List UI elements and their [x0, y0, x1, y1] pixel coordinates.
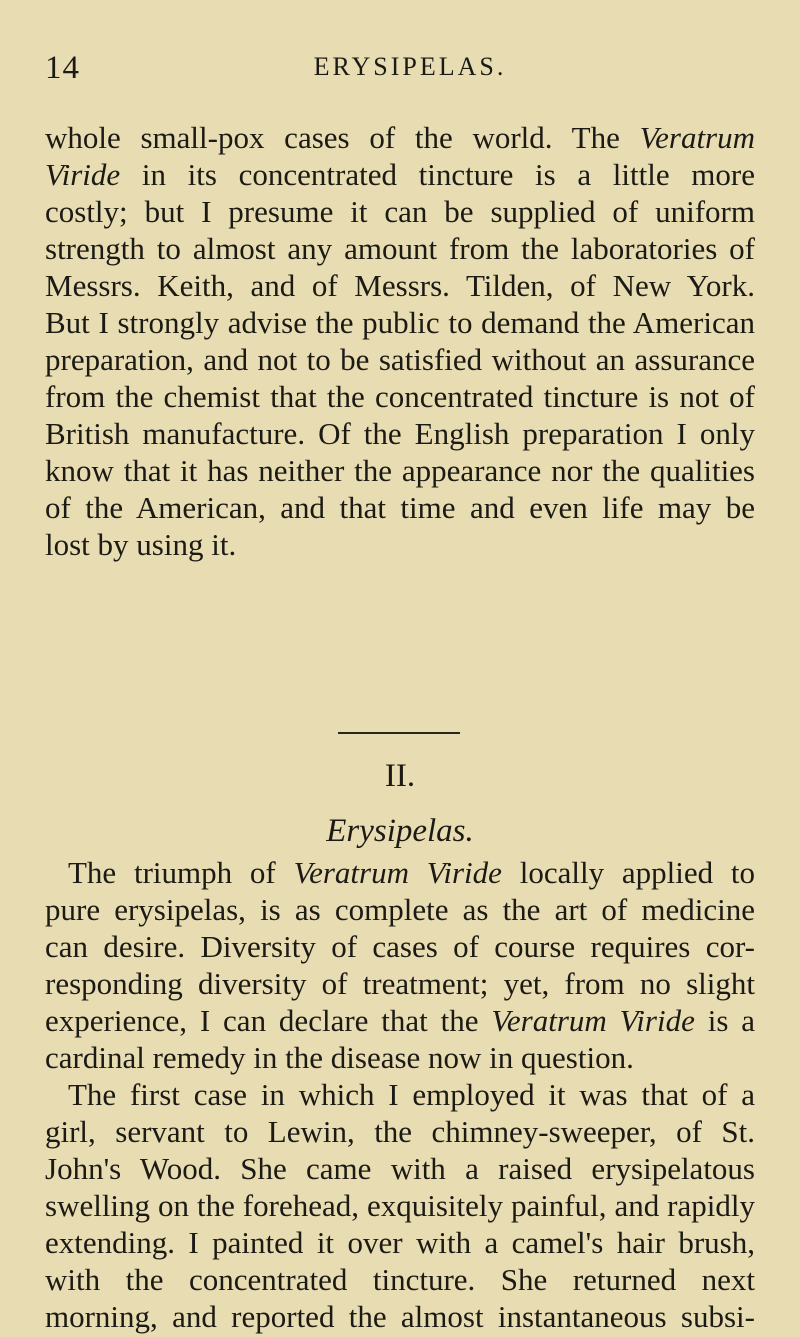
text-line: of the American, and that time and even life may be [45, 490, 755, 525]
text-line: responding diversity of treatment; yet, from no slight [45, 966, 755, 1001]
text-line: extending. I painted it over with a camel's hair brush, [45, 1225, 755, 1260]
text-line: But I strongly advise the public to demand the American [45, 305, 755, 340]
text-line: experience, I can declare that the Veratrum Viride is a [45, 1003, 756, 1038]
text-line: strength to almost any amount from the laboratories of [45, 231, 755, 266]
text-line: morning, and reported the almost instantaneous subsi- [45, 1299, 755, 1334]
page-number: 14 [45, 50, 80, 86]
text-line: preparation, and not to be satisfied without an assurance [45, 342, 755, 377]
text-line: know that it has neither the appearance nor the qualities [45, 453, 755, 488]
running-title: ERYSIPELAS. [313, 52, 507, 81]
section-title: Erysipelas. [326, 813, 474, 849]
section-divider [338, 732, 460, 734]
text-line: The triumph of Veratrum Viride locally applied to [68, 855, 756, 890]
text-line: girl, servant to Lewin, the chimney-sweeper, of St. [45, 1114, 755, 1149]
text-line: can desire. Diversity of cases of course requires cor- [45, 929, 755, 964]
text-line: swelling on the forehead, exquisitely painful, and rapidly [45, 1188, 755, 1223]
text-line: with the concentrated tincture. She returned next [45, 1262, 755, 1297]
text-line: from the chemist that the concentrated tincture is not of [45, 379, 755, 414]
text-line: costly; but I presume it can be supplied of uniform [45, 194, 755, 229]
text-line: Viride in its concentrated tincture is a little more [45, 157, 756, 192]
text-line: cardinal remedy in the disease now in question. [45, 1040, 634, 1075]
text-line: The first case in which I employed it was that of a [68, 1077, 755, 1112]
text-line: Messrs. Keith, and of Messrs. Tilden, of New York. [45, 268, 755, 303]
text-line: John's Wood. She came with a raised erysipelatous [45, 1151, 755, 1186]
text-line: pure erysipelas, is as complete as the art of medicine [45, 892, 755, 927]
section-number: II. [384, 758, 416, 794]
text-line: lost by using it. [45, 527, 237, 562]
running-head [45, 50, 755, 90]
text-line: whole small-pox cases of the world. The Veratrum [45, 120, 756, 155]
text-line: British manufacture. Of the English preparation I only [45, 416, 755, 451]
